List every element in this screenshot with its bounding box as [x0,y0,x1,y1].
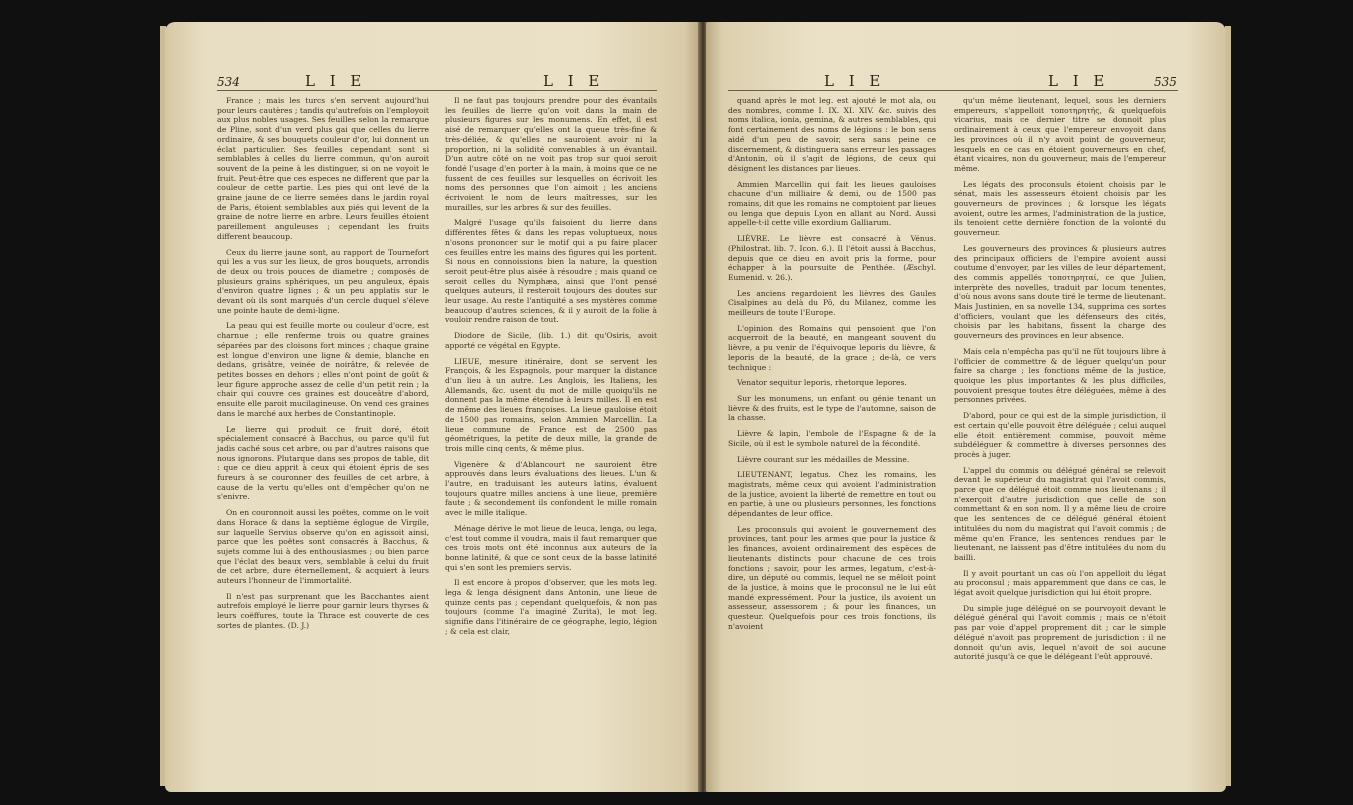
paragraph: LIEUE, mesure itinéraire, dont se servent les François, & les Espagnols, pour marquer la distance d'un lieu à un autre. Les Anglois, les Italiens, les Allemands, &c. usent du mot de mille quoiqu'ils ne donnent pas la même étendue à leurs milles. Il en est de même des lieues françoises. La lieue gauloise étoit de 1500 pas romains, selon Ammien Marcellin. La lieue commune de France est de 2500 pas géométriques, la petite de deux mille, la grande de trois mille cinq cents, & même plus. [445,356,657,453]
paragraph: Diodore de Sicile, (lib. 1.) dit qu'Osiris, avoit apporté ce végétal en Egypte. [445,331,657,350]
paragraph: Du simple juge délégué on se pourvoyoit devant le délégué général qui l'avoit commis ; mais ce n'étoit pas par voie d'appel proprement dit ; car le simple délégué n'avoit pas proprement de jurisdiction : il ne donnoit qu'un avis, lequel n'avoit de soi aucune autorité jusqu'à ce que le délégeant l'eût approuvé. [954,603,1166,662]
paragraph: Le lierre qui produit ce fruit doré, étoit spécialement consacré à Bacchus, ou parce qu'il fut jadis caché sous cet arbre, ou par d'autres raisons que nous ignorons. Plutarque dans ses propos de table, dit : que ce dieu apprit à ceux qui étoient épris de ses fureurs à se couronner des feuilles de cet arbre, à cause de la vertu qu'elles ont d'empêcher qu'on ne s'enivre. [217,424,429,502]
paragraph: Il n'est pas surprenant que les Bacchantes aient autrefois employé le lierre pour garnir leurs thyrses & leurs coëffures, toute la Thrace est couverte de ces sortes de plantes. (D. J.) [217,591,429,630]
paragraph: Ménage dérive le mot lieue de leuca, lenga, ou lega, c'est tout comme il voudra, mais il faut remarquer que ces trois mots ont été inconnus aux auteurs de la bonne latinité, & que ce sont ceux de la basse latinité qui s'en sont les premiers servis. [445,523,657,572]
paragraph: Ammien Marcellin qui fait les lieues gauloises chacune d'un milliaire & demi, ou de 1500 pas romains, dit que les romains ne comptoient par lieues ou lenga que depuis Lyon en allant au Nord. Aussi appelle-t-il cette ville exordium Galliarum. [728,179,936,228]
paragraph: Il y avoit pourtant un cas où l'on appelloit du légat au proconsul ; mais apparemment que dans ce cas, le légat avoit quelque jurisdiction qui lui étoit propre. [954,568,1166,598]
paragraph: Mais cela n'empêcha pas qu'il ne fût toujours libre à l'officier de commettre & de léguer quelqu'un pour faire sa charge ; les fonctions même de la justice, quoique les plus importantes & les plus difficiles, pouvoient presque toutes être déléguées, même à des personnes privées. [954,346,1166,405]
paragraph: France ; mais les turcs s'en servent aujourd'hui pour leurs cautères ; tandis qu'autrefois on l'employoit aux plus nobles usages. Ses feuilles selon la remarque de Pline, sont d'un verd plus gai que celles du lierre ordinaire, & ses bouquets couleur d'or, lui donnent un éclat particulier. Ses feuilles cependant sont si semblables à celles du lierre commun, qu'on auroit souvent de la peine à les distinguer, si on ne voyoit le fruit. Peut-être que ces especes ne different que par la couleur de cette partie. Les pies qui ont levé de la graine jaune de ce lierre semées dans le jardin royal de Paris, étoient semblables aux piés qui levent de la graine de notre lierre en arbre. Leurs feuilles étoient pareillement anguleuses ; cependant les fruits different beaucoup. [217,96,429,241]
paragraph: quand après le mot leg. est ajouté le mot ala, ou des nombres, comme I. IX. XI. XIV. &c. suivis des noms italica, ionia, gemina, & autres semblables, qui font certainement des noms de légions : le bon sens aidé d'un peu de savoir, sera sans peine ce discernement, & distinguera sans erreur les passages d'Antonin, où il s'agit de légions, de ceux qui désignent les distances par lieues. [728,96,936,173]
paragraph: Venator sequitur leporis, rhetorque lepores. [737,378,907,388]
paragraph: qu'un même lieutenant, lequel, sous les derniers empereurs, s'appelloit τοποτηρητής, & quelquefois vicarius, mais ce dernier titre se donnoit plus ordinairement à ceux que l'empereur envoyoit dans les provinces où il n'y avoit point de gouverneur, lesquels en ce cas en étoient gouverneurs en chef, étant vicaires, non du gouverneur, mais de l'empereur même. [954,96,1166,173]
left-header-rule [217,90,657,91]
right-column-2 [954,96,1166,668]
paragraph: Les gouverneurs des provinces & plusieurs autres des principaux officiers de l'empire avoient aussi coutume d'envoyer, par les villes de leur département, des commis appellés τοποτηρηταί, ce que Julien, interprète des novelles, traduit par locum tenentes, d'où nous avons sans doute tiré le terme de lieutenant. Mais Justinien, en sa novelle 134, supprima ces sortes d'officiers, voulant que les défenseurs des cités, choisis par les habitans, fissent la charge des gouverneurs des provinces en leur absence. [954,243,1166,341]
left-column-2 [445,96,657,643]
paragraph: LIÈVRE. Le lièvre est consacré à Vénus. (Philostrat. lib. 7. Icon. 6.). Il l'étoit aussi à Bacchus, depuis que ce dieu en avoit pris la forme, pour échapper à la poursuite de Penthée. (Æschyl. Eumenid. v. 26.). [728,234,936,282]
paragraph: LIEUTENANT, legatus. Chez les romains, les magistrats, même ceux qui avoient l'administration de la justice, avoient la liberté de remettre en tout ou en partie, à une ou plusieurs personnes, les fonctions dépendantes de leur office. [728,470,936,519]
paragraph: L'opinion des Romains qui pensoient que l'on acquerroit de la beauté, en mangeant souvent du lièvre, a pu venir de l'équivoque leporis du lièvre, & leporis de la beauté, de la grace ; de-là, ce vers technique : [728,323,936,372]
right-running-head-1: L I E [824,72,886,90]
paragraph: Sur les monumens, un enfant ou génie tenant un lièvre & des fruits, est le type de l'automne, saison de la chasse. [728,393,936,423]
paragraph: Les proconsuls qui avoient le gouvernement des provinces, tant pour les armes que pour la justice & les finances, avoient ordinairement des espèces de lieutenants distincts pour chacune de ces trois fonctions ; savoir, pour les armes, legatum, c'est-à-dire, un député ou commis, lequel ne se mêloit point de la justice, à moins que le proconsul ne le lui eût mandé expressément. Pour la justice, ils avoient un assesseur, assessorem ; & pour les finances, un questeur. Quelquefois pour ces trois fonctions, ils n'avoient [728,524,936,631]
paragraph: On en couronnoit aussi les poëtes, comme on le voit dans Horace & dans la septième églogue de Virgile, sur laquelle Servius observe qu'on en agissoit ainsi, parce que les poëtes sont consacrés à Bacchus, & sujets comme lui à des enthousiasmes ; ou bien parce que l'éclat des beaux vers, semblable à celui du fruit de cet arbre, dure éternellement, & acquiert à leurs auteurs l'honneur de l'immortalité. [217,508,429,586]
left-page [165,22,700,792]
paragraph: La peau qui est feuille morte ou couleur d'ocre, est charnue ; elle renferme trois ou quatre graines séparées par des cloisons fort minces ; chaque graine est longue d'environ une ligne & demie, blanche en dedans, grisâtre, veinée de noirâtre, & relevée de petites bosses en dehors ; elles n'ont point de goût & leur figure approche assez de celle d'un petit rein ; la chair qui couvre ces graines est douceâtre d'abord, ensuite elle paroit mucilagineuse. On vend ces graines dans le marché aux herbes de Constantinople. [217,321,429,418]
paragraph: Malgré l'usage qu'ils faisoient du lierre dans différentes fêtes & dans les repas voluptueux, nous n'osons prononcer sur le motif qui a pu faire placer ces feuilles entre les mains des figures qui les portent. Si nous en connoissions bien la nature, la question seroit peut-être plus aisée à résoudre ; mais quand ce seroit celles du Nymphæa, ainsi que l'ont pensé quelques auteurs, il resteroit toujours des doutes sur leur usage. Au reste l'antiquité a ses mystères comme beaucoup d'autres sciences, & il y auroit de la folie à vouloir rendre raison de tout. [445,218,657,325]
paragraph: Lièvre courant sur les médailles de Messine. [737,454,910,464]
right-column-1 [728,96,936,637]
paragraph: Lièvre & lapin, l'embole de l'Espagne & de la Sicile, où il est le symbole naturel de la fécondité. [728,429,936,448]
left-column-1 [217,96,429,637]
paragraph: L'appel du commis ou délégué général se relevoit devant le supérieur du magistrat qui l'avoit commis, parce que ce délégué étoit comme nos lieutenans ; il n'exerçoit d'autre jurisdiction que celle de son commettant & en son nom. Il y a même lieu de croire que les sentences de ce délégué général étoient intitulées du nom du magistrat qui l'avoit commis ; de même qu'en France, les sentences rendues par le lieutenant, ne laissent pas d'être intitulées du nom du bailli. [954,465,1166,562]
left-page-number: 534 [217,75,240,89]
paragraph: Les légats des proconsuls étoient choisis par le sénat, mais les assesseurs étoient choisis par les gouverneurs de provinces ; & lorsque les légats avoient, outre les armes, l'administration de la justice, ils tenoient cette dernière fonction de la volonté du gouverneur. [954,179,1166,238]
paragraph: Les anciens regardoient les lièvres des Gaules Cisalpines au delà du Pô, du Milanez, comme les meilleurs de toute l'Europe. [728,288,936,318]
right-header-rule [728,90,1178,91]
paragraph: D'abord, pour ce qui est de la simple jurisdiction, il est certain qu'elle pouvoit être déléguée ; celui auquel elle étoit entièrement commise, pouvoit même subdéléguer & commettre à diverses personnes des procès à juger. [954,411,1166,459]
right-page-number: 535 [1154,75,1177,89]
paragraph: Ceux du lierre jaune sont, au rapport de Tournefort qui les a vus sur les lieux, de gros bouquets, arrondis de deux ou trois pouces de diametre ; composés de plusieurs grains sphériques, un peu anguleux, épais d'environ quatre lignes ; & un peu applatis sur le devant où ils sont marqués d'un cercle duquel s'éleve une pointe haute de demi-ligne. [217,247,429,315]
left-running-head-1: L I E [305,72,367,90]
paragraph: Il est encore à propos d'observer, que les mots leg. lega & lenga désignent dans Antonin, une lieue de quinze cents pas ; cependant quelquefois, & non pas toujours (comme l'a imaginé Zurita), le mot leg. signifie dans l'itinéraire de ce géographe, legio, légion ; & cela est clair, [445,578,657,636]
right-running-head-2: L I E [1048,72,1110,90]
paragraph: Vigenère & d'Ablancourt ne sauroient être approuvés dans leurs évaluations des lieues. L'un & l'autre, en traduisant les auteurs latins, évaluent toujours quatre milles anciens à une lieue, première faute ; & secondement ils confondent le mille romain avec le mille italique. [445,459,657,518]
right-page [706,22,1226,792]
left-running-head-2: L I E [543,72,605,90]
paragraph: Il ne faut pas toujours prendre pour des évantails les feuilles de lierre qu'on voit dans la main de plusieurs figures sur les monumens. En effet, il est aisé de remarquer qu'elles ont la queue très-fine & très-déliée, & qu'elles ne sauroient avoir ni la proportion, ni la solidité convenables à un évantail. D'un autre côté on ne voit pas trop sur quoi seroit fondé l'usage d'en porter à la main, à moins que ce ne fussent de ces feuilles sur lesquelles on écrivoit les noms des personnes que l'on aimoit ; les anciens écrivoient le nom de leurs maîtresses, sur les murailles, sur les arbres & sur des feuilles. [445,96,657,212]
